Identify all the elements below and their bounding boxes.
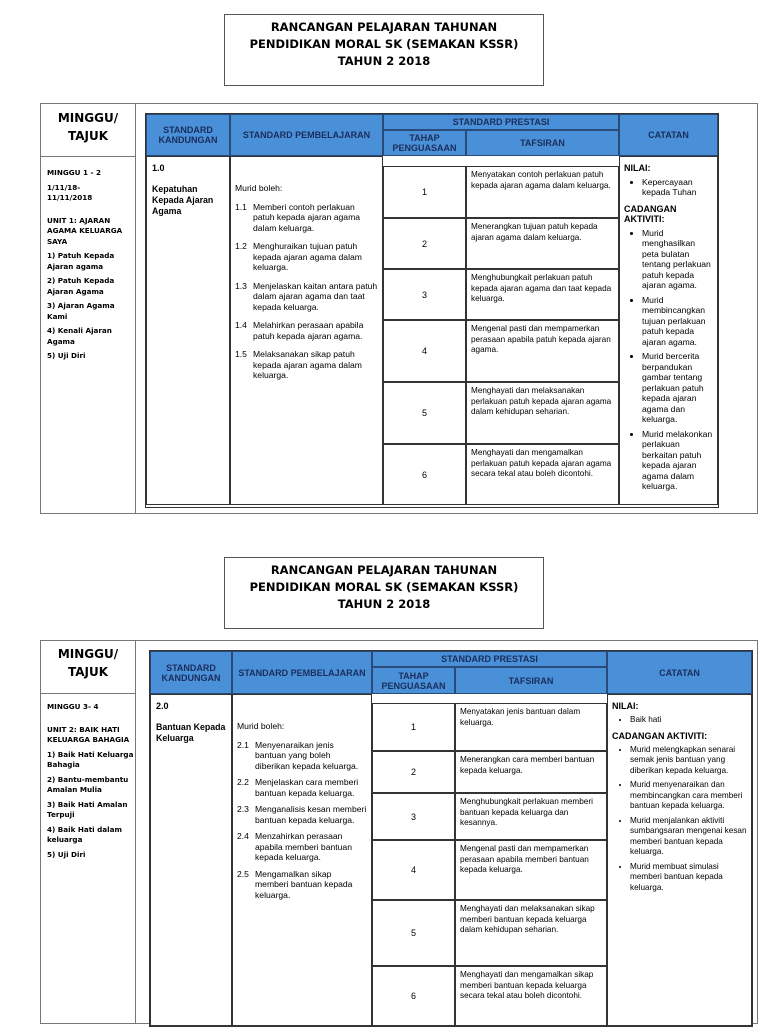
page1-minggu-heading-line: TAJUK — [67, 129, 109, 143]
page2-header-standard-prestasi: STANDARD PRESTASI — [372, 651, 607, 667]
page2-heading-rule — [41, 693, 135, 694]
page2-tafsiran-text: Menyatakan jenis bantuan dalam keluarga. — [460, 707, 581, 727]
page2-tahap-level: 4 — [410, 865, 416, 875]
page2-aktiviti-item: • Murid membuat simulasi memberi bantuan kepada keluarga. — [630, 862, 747, 894]
page1-topic-line: 1/11/18- — [47, 182, 81, 192]
page1-tafsiran-text: Menyatakan contoh perlakuan patuh kepada ajaran agama dalam keluarga. — [471, 170, 611, 190]
page1-tafsiran-text: Menghayati dan melaksanakan perlakuan patuh kepada ajaran agama dalam kehidupan seharian. — [471, 386, 612, 416]
page2-nilai-label: NILAI: — [612, 701, 639, 711]
page2-sp-item-text: Mengamalkan sikap memberi bantuan kepada keluarga. — [255, 868, 353, 900]
page2-topic-line: Terpuji — [47, 810, 75, 819]
page1-header-standard-prestasi: STANDARD PRESTASI — [383, 114, 619, 130]
page1-tafsiran-cell — [466, 444, 619, 505]
page1-tahap-level: 4 — [421, 346, 427, 356]
page2-sp-item-number: 2.3 — [237, 804, 249, 814]
page1-title-line: TAHUN 2 2018 — [337, 54, 431, 68]
page2-tafsiran-cell — [455, 703, 607, 751]
page2-title-line: TAHUN 2 2018 — [337, 597, 431, 611]
page1-topic-line: Kami — [47, 311, 68, 321]
page1-tafsiran-cell — [466, 218, 619, 269]
page1-topic-line: 5) Uji Diri — [47, 351, 86, 360]
page1-tafsiran-text: Menghayati dan mengamalkan perlakuan patuh kepada ajaran agama secara tekal atau boleh dicontohi. — [471, 448, 612, 478]
page1-sp-item-number: 1.1 — [235, 201, 247, 212]
page1-topic-group — [47, 216, 135, 248]
page2-aktiviti-item: • Murid melengkapkan senarai semak jenis bantuan yang diberikan kepada keluarga. — [630, 745, 747, 777]
page1-tahap-cell — [383, 218, 466, 269]
page2-nilai-item: • Baik hati — [630, 715, 747, 726]
page1-topic-group — [47, 326, 135, 347]
page1-tafsiran-text: Menerangkan tujuan patuh kepada ajaran agama dalam keluarga. — [471, 222, 598, 242]
page2-minggu-heading-line: MINGGU/ — [57, 647, 119, 661]
page2-sp-item — [237, 831, 367, 863]
page2-sk-code: 2.0 — [156, 701, 169, 711]
page1-nilai-list — [624, 177, 713, 198]
page2-title-line: PENDIDIKAN MORAL SK (SEMAKAN KSSR) — [249, 580, 519, 594]
page2-sp-item-text: Menzahirkan perasaan apabila memberi bantuan kepada keluarga. — [255, 831, 352, 862]
page1-topic-line: Ajaran agama — [47, 261, 104, 271]
page1-topic-line: Agama — [47, 336, 75, 346]
page1-standard-kandungan-cell — [146, 156, 230, 505]
page1-topic-group — [47, 276, 135, 297]
page1-minggu-heading — [41, 109, 135, 145]
page1-topic-line: 1) Patuh Kepada — [47, 251, 115, 260]
page1-topic-line: 3) Ajaran Agama — [47, 301, 115, 310]
page2-tahap-cell — [372, 900, 455, 966]
page2-topic-line: MINGGU 3- 4 — [47, 702, 99, 711]
page1-tahap-level: 3 — [421, 289, 427, 300]
page2-topic-line: Bahagia — [47, 760, 80, 769]
page1-sk-code: 1.0 — [152, 163, 165, 173]
page1-header-standard-kandungan: STANDARD KANDUNGAN — [146, 114, 230, 156]
page2-tafsiran-cell — [455, 751, 607, 793]
page2-sp-item-number: 2.4 — [237, 831, 249, 841]
page2-sp-item-number: 2.1 — [237, 739, 249, 750]
page1-topic-line: 4) Kenali Ajaran — [47, 326, 112, 335]
page1-topic-line: UNIT 1: AJARAN — [47, 215, 111, 225]
page1-topic-group — [47, 301, 135, 322]
page1-title-line: PENDIDIKAN MORAL SK (SEMAKAN KSSR) — [249, 37, 519, 51]
page2-sp-intro: Murid boleh: — [237, 721, 285, 731]
page2-minggu-heading — [41, 645, 135, 681]
page2-sp-item — [237, 740, 367, 772]
page1-outer-frame — [40, 103, 758, 514]
page1-topic-group — [47, 251, 135, 272]
page1-sp-intro: Murid boleh: — [235, 183, 283, 193]
page1-nilai-label: NILAI: — [624, 163, 651, 173]
page1-divider — [135, 104, 136, 513]
page1-sp-item — [235, 349, 378, 381]
page1-standards-table — [145, 113, 719, 508]
page2-topic-group — [47, 750, 135, 771]
page2-minggu-heading-line: TAJUK — [67, 665, 109, 679]
page1-minggu-heading-line: MINGGU/ — [57, 111, 119, 125]
page1-tafsiran-text: Mengenal pasti dan mempamerkan perasaan apabila patuh kepada ajaran agama. — [471, 324, 611, 354]
page2-header-standard-kandungan: STANDARD KANDUNGAN — [150, 651, 232, 694]
page1-tahap-cell — [383, 320, 466, 382]
page2-topic-line: 5) Uji Diri — [47, 849, 86, 859]
page2-sp-item — [237, 777, 367, 798]
page2-aktiviti-item: • Murid menyenaraikan dan membincangkan cara memberi bantuan kepada keluarga. — [630, 780, 747, 812]
page2-standards-table — [149, 650, 753, 1027]
page2-sk-text: Bantuan Kepada Keluarga — [156, 722, 226, 743]
page2-tafsiran-text: Menerangkan cara memberi bantuan kepada keluarga. — [460, 755, 595, 775]
page1-week-topic-list — [47, 168, 135, 362]
page2-tahap-level: 1 — [410, 722, 416, 732]
page1-sp-item-text: Memberi contoh perlakuan patuh kepada ajaran agama dalam keluarga. — [253, 201, 361, 233]
page2-sp-item-text: Menyenaraikan jenis bantuan yang boleh diberikan kepada keluarga. — [255, 739, 359, 771]
page1-tafsiran-cell — [466, 166, 619, 218]
page1-sp-item-text: Melahirkan perasaan apabila patuh kepada ajaran agama. — [253, 320, 364, 341]
page1-sp-item-text: Menghuraikan tujuan patuh kepada ajaran agama dalam keluarga. — [253, 241, 362, 272]
page1-standard-pembelajaran-cell — [230, 156, 383, 505]
page1-aktiviti-label: CADANGAN AKTIVITI: — [624, 203, 677, 224]
page1-header-tafsiran: TAFSIRAN — [466, 130, 619, 156]
page1-tahap-level: 6 — [421, 469, 427, 480]
page2-topic-line: KELUARGA BAHAGIA — [47, 735, 130, 744]
page2-standard-pembelajaran-cell — [232, 694, 372, 1026]
page1-sk-text: Kepatuhan Kepada Ajaran Agama — [152, 184, 214, 216]
page1-tahap-cell — [383, 166, 466, 218]
page2-tahap-level: 2 — [410, 767, 416, 777]
page2-tahap-cell — [372, 751, 455, 793]
page2-sp-item — [237, 804, 367, 825]
page1-header-standard-pembelajaran: STANDARD PEMBELAJARAN — [230, 114, 383, 156]
page1-tafsiran-cell — [466, 320, 619, 382]
page2-tafsiran-cell — [455, 900, 607, 966]
page2-tafsiran-text: Menghayati dan mengamalkan sikap memberi bantuan kepada keluarga secara tekal atau boleh dicontohi. — [460, 970, 594, 1000]
page2-topic-line: keluarga — [47, 835, 83, 844]
page1-tafsiran-cell — [466, 382, 619, 444]
page2-header-tafsiran: TAFSIRAN — [455, 667, 607, 694]
page2-sp-item-number: 2.2 — [237, 777, 249, 787]
page2-tahap-cell — [372, 793, 455, 840]
page1-topic-line: 2) Patuh Kepada — [47, 276, 115, 285]
page2-sp-item-text: Menganalisis kesan memberi bantuan kepada keluarga. — [255, 804, 367, 825]
page2-topic-line: 1) Baik Hati Keluarga — [47, 749, 134, 759]
page2-title-line: RANCANGAN PELAJARAN TAHUNAN — [270, 563, 498, 577]
page1-sp-item-text: Menjelaskan kaitan antara patuh dalam ajaran agama dan taat kepada keluarga. — [253, 280, 378, 312]
page1-header-tahap: TAHAP PENGUASAAN — [383, 130, 466, 156]
page1-topic-group — [47, 351, 135, 362]
page2-divider — [135, 641, 136, 1023]
page2-topic-group — [47, 702, 135, 713]
page1-tahap-level: 1 — [421, 187, 427, 197]
page1-sp-item-number: 1.4 — [235, 320, 247, 330]
page2-tafsiran-cell — [455, 793, 607, 840]
page2-header-catatan: CATATAN — [607, 651, 752, 694]
page1-catatan-cell — [619, 156, 718, 505]
page1-header-catatan: CATATAN — [619, 114, 718, 156]
page1-aktiviti-list — [624, 228, 713, 492]
page1-tahap-cell — [383, 382, 466, 444]
page2-tahap-level: 6 — [410, 991, 416, 1001]
page2-tafsiran-text: Mengenal pasti dan mempamerkan perasaan apabila memberi bantuan kepada keluarga. — [460, 844, 589, 874]
page2-aktiviti-item: • Murid menjalankan aktiviti sumbangsaran mengenai kesan memberi bantuan kepada keluarga. — [630, 816, 747, 858]
page1-tahap-level: 2 — [421, 238, 427, 249]
page1-aktiviti-item: • Murid menghasilkan peta bulatan tentang perlakuan patuh kepada ajaran agama. — [642, 228, 713, 291]
page2-topic-line: UNIT 2: BAIK HATI — [47, 724, 120, 734]
page1-topic-line: Ajaran Agama — [47, 286, 104, 296]
page1-sp-item — [235, 320, 378, 341]
page2-tafsiran-text: Menghubungkait perlakuan memberi bantuan kepada keluarga dan kesannya. — [460, 797, 593, 827]
page2-topic-group — [47, 775, 135, 796]
page2-topic-group — [47, 725, 135, 746]
page1-tafsiran-cell — [466, 269, 619, 320]
page1-sp-item-number: 1.5 — [235, 349, 247, 359]
page1-sp-item — [235, 202, 378, 234]
page2-tahap-level: 3 — [410, 811, 416, 822]
page1-topic-group — [47, 183, 135, 204]
page1-tahap-level: 5 — [421, 408, 427, 418]
page1-tahap-cell — [383, 444, 466, 505]
page2-tafsiran-text: Menghayati dan melaksanakan sikap memberi bantuan kepada keluarga dalam kehidupan seharian. — [460, 904, 595, 934]
page2-week-topic-list — [47, 702, 135, 860]
page1-sp-item-text: Melaksanakan sikap patuh kepada ajaran agama dalam keluarga. — [253, 349, 362, 380]
page2-topic-line: 4) Baik Hati dalam — [47, 824, 122, 834]
page1-sp-item — [235, 241, 378, 273]
page1-topic-line: AGAMA KELUARGA — [47, 226, 123, 235]
page2-tahap-cell — [372, 703, 455, 751]
page2-catatan-cell — [607, 694, 752, 1026]
page2-topic-group — [47, 800, 135, 821]
page1-sp-item-number: 1.2 — [235, 241, 247, 251]
page1-sp-item — [235, 281, 378, 313]
page2-tahap-level: 5 — [410, 928, 416, 938]
page2-outer-frame — [40, 640, 758, 1024]
page2-aktiviti-list — [612, 745, 747, 894]
page2-title-box — [224, 557, 544, 629]
page1-topic-line: MINGGU 1 - 2 — [47, 168, 101, 177]
page2-topic-group — [47, 850, 135, 861]
page2-sp-item — [237, 869, 367, 901]
page2-nilai-list — [612, 715, 747, 726]
page2-tafsiran-cell — [455, 966, 607, 1026]
page2-sp-item-text: Menjelaskan cara memberi bantuan kepada keluarga. — [255, 777, 359, 798]
page1-nilai-item: • Kepercayaan kepada Tuhan — [642, 177, 713, 198]
page2-topic-line: 2) Bantu-membantu — [47, 774, 129, 784]
page2-topic-line: 3) Baik Hati Amalan — [47, 799, 128, 809]
page1-topic-line: 11/11/2018 — [47, 193, 93, 202]
page2-tahap-cell — [372, 840, 455, 900]
page1-sp-item-number: 1.3 — [235, 280, 247, 291]
page1-aktiviti-item: • Murid melakonkan perlakuan berkaitan patuh kepada ajaran agama dalam keluarga. — [642, 429, 713, 492]
page1-heading-rule — [41, 156, 135, 157]
page2-sp-item-number: 2.5 — [237, 868, 249, 879]
page2-tafsiran-cell — [455, 840, 607, 900]
page1-title-box — [224, 14, 544, 86]
page1-topic-line: SAYA — [47, 236, 68, 246]
page1-topic-group — [47, 168, 135, 179]
page1-aktiviti-item: • Murid bercerita berpandukan gambar tentang perlakuan patuh kepada ajaran agama dan keluarga. — [642, 351, 713, 425]
page2-topic-group — [47, 825, 135, 846]
page2-header-standard-pembelajaran: STANDARD PEMBELAJARAN — [232, 651, 372, 694]
page1-title-line: RANCANGAN PELAJARAN TAHUNAN — [270, 20, 498, 34]
page2-topic-line: Amalan Mulia — [47, 785, 102, 794]
page2-standard-kandungan-cell — [150, 694, 232, 1026]
page2-tahap-cell — [372, 966, 455, 1026]
page1-aktiviti-item: • Murid membincangkan tujuan perlakuan patuh kepada ajaran agama. — [642, 295, 713, 348]
page2-aktiviti-label: CADANGAN AKTIVITI: — [612, 731, 708, 741]
page1-tafsiran-text: Menghubungkait perlakuan patuh kepada ajaran agama dan taat kepada keluarga. — [471, 273, 612, 303]
page2-header-tahap: TAHAP PENGUASAAN — [372, 667, 455, 694]
page1-tahap-cell — [383, 269, 466, 320]
